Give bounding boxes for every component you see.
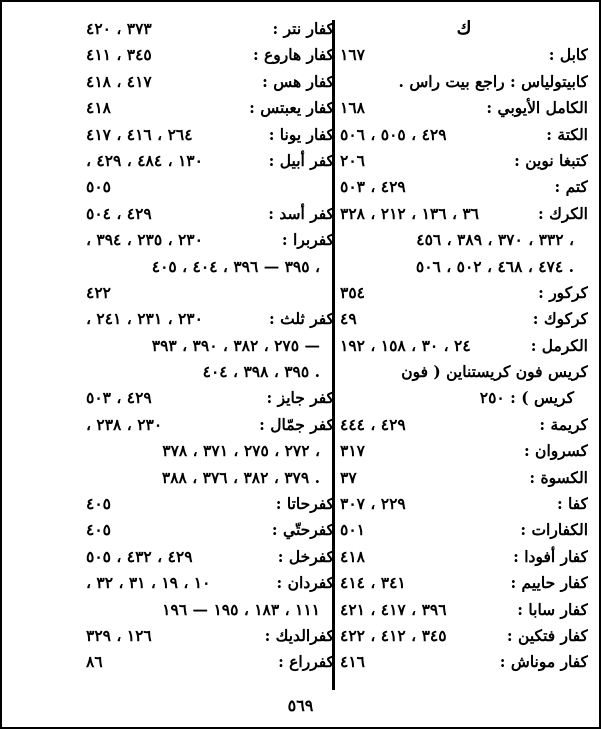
index-continuation-line: ٢٧٥ ، ٣٨٢ ، ٣٩٠ ، ٣٩٣ — <box>151 335 320 355</box>
index-page-refs: ٥٠١ <box>340 520 365 540</box>
index-entry <box>86 306 334 332</box>
index-page-refs: ٣١٧ <box>340 441 365 461</box>
index-term: الكرمل : <box>530 335 588 355</box>
index-page-refs: ٤٢٩ ، ٤٣٢ ، ٥٠٥ <box>86 546 193 566</box>
index-term: كسروان : <box>523 441 588 461</box>
index-term: كتم : <box>554 177 588 197</box>
index-term: كفرراع : <box>278 652 334 672</box>
index-page-refs: ٤٢٩ ، ٥٠٥ ، ٥٠٦ <box>340 124 447 144</box>
index-term: كفار سابا : <box>517 599 588 619</box>
index-entry <box>340 491 588 517</box>
index-term: كريس فون كريستناين ( فون <box>401 362 588 382</box>
index-page-refs: ٤٢٩ ، ٥٠٣ <box>340 177 406 197</box>
index-page-refs: ١٦٨ <box>340 98 365 118</box>
index-page-refs: ٤٠٥ <box>86 520 111 540</box>
index-page-refs: ٣٩٦ ، ٤١٧ ، ٤٢١ <box>340 599 447 619</box>
index-term: الكتة : <box>546 124 588 144</box>
index-term: كفار أفودا : <box>513 546 588 566</box>
index-term: كفار حاييم : <box>510 573 588 593</box>
index-continuation-line: ٣٩٥ ، ٣٩٨ ، ٤٠٤ . <box>202 362 320 382</box>
index-page-refs: ٢٤ ، ٣٠ ، ١٥٨ ، ١٩٢ <box>340 335 471 355</box>
index-page-refs: ٢٠٦ <box>340 150 365 170</box>
index-term: كفربرا : <box>281 230 334 250</box>
index-page-refs: ٢٣٠ ، ٢٣١ ، ٢٤١ ، <box>86 309 203 329</box>
index-entry <box>340 280 588 306</box>
index-entry <box>340 174 588 200</box>
index-page-refs: ٤١٧ ، ٤١٨ <box>86 71 152 91</box>
index-entry <box>86 227 334 253</box>
index-term: كفر ثلث : <box>269 309 334 329</box>
index-page-refs: ٢٢٩ ، ٣٠٧ <box>340 494 406 514</box>
index-continuation-line: ٥٠٥ <box>86 177 111 197</box>
index-entry <box>86 201 334 227</box>
index-term: كفر جمّال : <box>259 414 334 434</box>
index-page-refs: ٣٤٥ ، ٤١١ <box>86 45 152 65</box>
index-entry <box>86 570 334 596</box>
index-continuation-line: ٤٧٤ ، ٤٦٨ ، ٥٠٢ ، ٥٠٦ . <box>415 256 574 276</box>
index-term: كفا : <box>556 494 588 514</box>
index-entry <box>340 201 588 227</box>
index-page-refs: ٢٣٠ ، ٢٣٨ ، <box>86 414 163 434</box>
index-term: الكسوة : <box>529 467 588 487</box>
index-page-refs: ١٦٧ <box>340 45 365 65</box>
index-term: كفر أبيل : <box>268 150 334 170</box>
index-entry <box>86 95 334 121</box>
index-term: كفار يعبتس : <box>249 98 334 118</box>
index-term: كفر أسد : <box>268 203 334 223</box>
index-term: كفرخل : <box>277 546 334 566</box>
index-page-refs: ٤١٦ <box>340 652 365 672</box>
index-term: كفار يونا : <box>268 124 334 144</box>
index-entry <box>340 544 588 570</box>
index-term: الكرك : <box>537 203 588 223</box>
index-page-refs: ٢٦٤ ، ٤١٦ ، ٤١٧ <box>86 124 193 144</box>
index-entry <box>340 148 588 174</box>
index-term: كفرالديك : <box>264 625 334 645</box>
index-page-refs: ٣٤٥ ، ٤١٢ ، ٤٢٢ <box>340 625 447 645</box>
index-entry <box>340 438 588 464</box>
index-entry <box>340 306 588 332</box>
index-term: كفردان : <box>276 573 334 593</box>
index-column-left <box>86 16 334 676</box>
index-entry <box>86 42 334 68</box>
index-entry <box>86 385 334 411</box>
index-continuation-line: ٣٣٢ ، ٣٧٠ ، ٣٨٩ ، ٤٥٦ ، <box>416 230 574 250</box>
index-entry <box>340 570 588 596</box>
index-page-refs: ٤٠٥ <box>86 494 111 514</box>
index-entry <box>86 517 334 543</box>
index-entry <box>86 122 334 148</box>
index-term: كفار نتر : <box>272 19 334 38</box>
index-entry <box>340 623 588 649</box>
index-entry <box>340 95 588 121</box>
index-term: كفار هس : <box>262 71 334 91</box>
index-page-refs: ١٠ ، ١٩ ، ٣١ ، ٣٢ ، <box>86 573 211 593</box>
page-number: ٥٦٩ <box>287 696 314 715</box>
index-entry <box>340 42 588 68</box>
index-entry <box>86 623 334 649</box>
index-page-refs: ٤٢٩ ، ٤٤٤ <box>340 414 406 434</box>
index-term: كفر جايز : <box>266 388 334 408</box>
index-entry <box>340 517 588 543</box>
index-entry <box>340 465 588 491</box>
section-letter: ك <box>456 18 472 39</box>
index-entry <box>86 412 334 438</box>
index-continuation-line: كريس ) : ٢٥٠ <box>479 388 574 408</box>
index-entry <box>86 491 334 517</box>
index-entry <box>86 544 334 570</box>
index-term: كركوك : <box>532 309 588 329</box>
index-entry <box>340 597 588 623</box>
index-term: كفار فتكين : <box>506 625 588 645</box>
index-term: كتبغا نوين : <box>514 150 588 170</box>
index-page-refs: ٣٧ <box>340 467 357 487</box>
index-page-refs: ٨٦ <box>86 652 103 672</box>
index-term: الكامل الأيوبي : <box>486 98 588 118</box>
index-page-refs: ٢٣٠ ، ٢٣٥ ، ٣٩٤ ، <box>86 230 203 250</box>
index-entry <box>340 359 588 385</box>
index-continuation-line: ٤٢٢ <box>86 282 111 302</box>
index-entry <box>340 649 588 675</box>
index-entry <box>340 122 588 148</box>
index-term: كابل : <box>548 45 588 65</box>
index-page-refs: ٤٢٩ ، ٥٠٣ <box>86 388 152 408</box>
index-page-refs: ٤١٨ <box>340 546 365 566</box>
index-entry <box>86 69 334 95</box>
index-page-refs: ٣٧٣ ، ٤٢٠ <box>86 19 152 38</box>
index-term: كابيتولياس : راجع بيت راس . <box>398 71 588 91</box>
index-entry <box>86 148 334 174</box>
index-term: كفار هاروع : <box>252 45 334 65</box>
index-entry <box>86 649 334 675</box>
index-page-refs: ١٣٠ ، ٤٨٤ ، ٤٢٩ ، <box>86 150 203 170</box>
index-term: كركور : <box>538 282 588 302</box>
index-page-refs: ٤٢٩ ، ٥٠٤ <box>86 203 152 223</box>
index-term: كفرحاتا : <box>275 494 334 514</box>
index-continuation-line: ٢٧٢ ، ٢٧٥ ، ٣٧١ ، ٣٧٨ ، <box>162 441 320 461</box>
index-entry <box>340 333 588 359</box>
index-continuation-line: ٣٩٥ — ٣٩٦ ، ٤٠٤ ، ٤٠٥ ، <box>151 256 320 276</box>
index-term: كفار موناش : <box>499 652 588 672</box>
index-column-right <box>340 16 588 676</box>
index-page-refs: ٣٥٤ <box>340 282 365 302</box>
index-entry <box>86 16 334 42</box>
index-page-refs: ٣٦ ، ١٣٦ ، ٢١٢ ، ٣٢٨ <box>340 203 479 223</box>
index-continuation-line: ١١١ ، ١٨٣ ، ١٩٥ — ١٩٦ <box>162 599 320 619</box>
index-term: كريمة : <box>539 414 588 434</box>
index-entry <box>340 412 588 438</box>
index-page-refs: ٤١٨ <box>86 98 111 118</box>
index-entry <box>340 69 588 95</box>
index-page-refs: ٣٤١ ، ٤١٤ <box>340 573 406 593</box>
index-page-refs: ١٢٦ ، ٣٢٩ <box>86 625 152 645</box>
index-continuation-line: ٣٧٩ ، ٣٨٢ ، ٣٧٦ ، ٣٨٨ . <box>161 467 320 487</box>
index-page-refs: ٤٩ <box>340 309 357 329</box>
index-term: الكفارات : <box>520 520 588 540</box>
index-term: كفرحتّي : <box>271 520 334 540</box>
